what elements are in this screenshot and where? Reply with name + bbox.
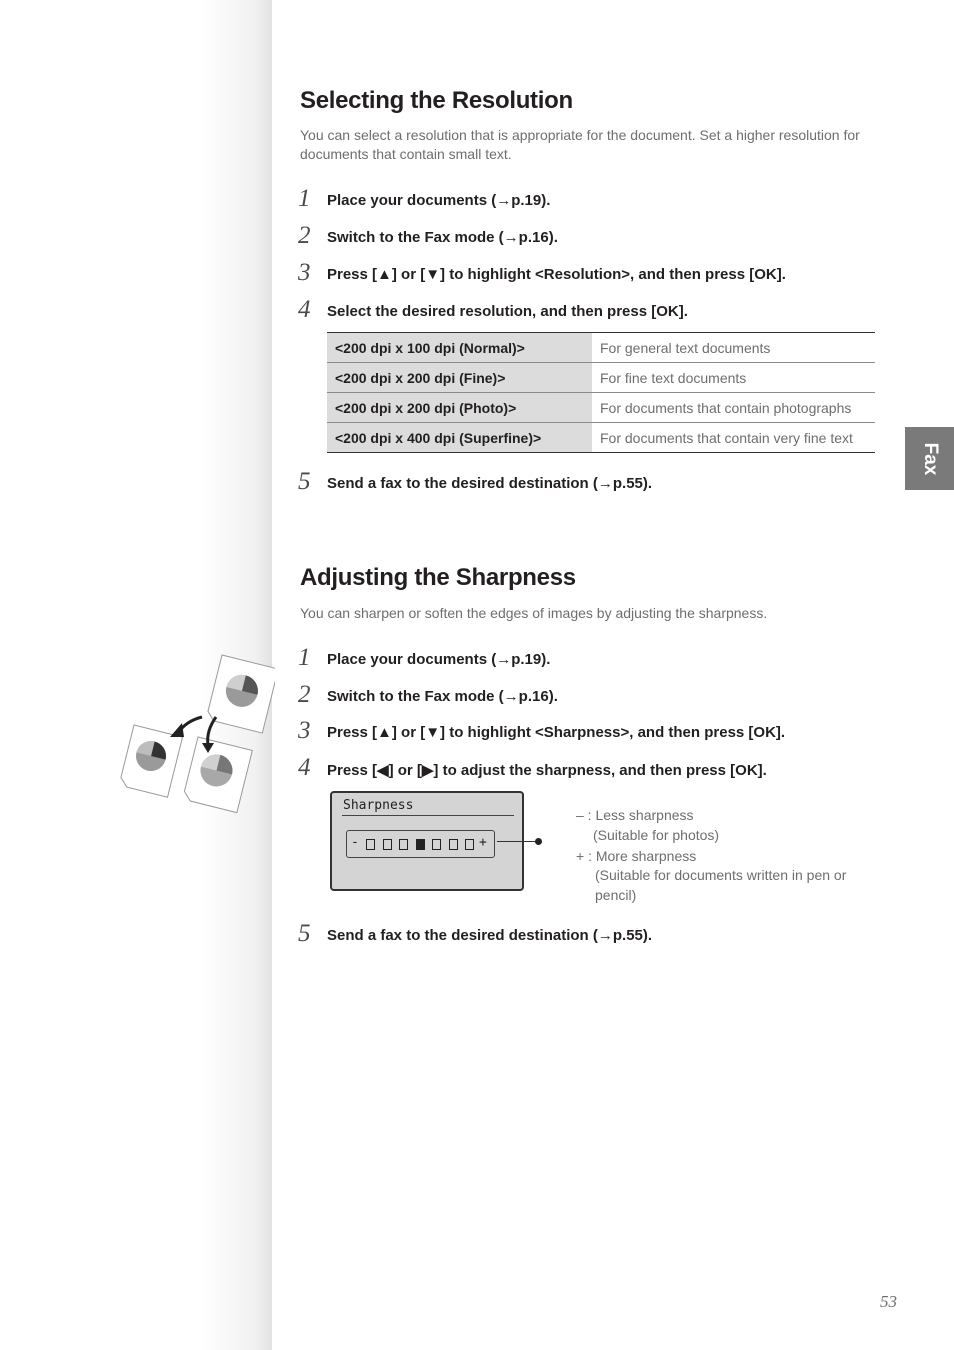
step-text: Place your documents (→p.19). [327,651,551,668]
documents-sharpness-illustration [110,645,275,815]
scale-cell [366,839,375,850]
section-intro-resolution: You can select a resolution that is appropriate for the document. Set a higher resolution for documents that contain small text. [300,127,860,162]
scale-cell [432,839,441,850]
step-text: Switch to the Fax mode (→p.16). [327,688,558,705]
scale-cell [465,839,474,850]
resolution-description: For fine text documents [592,363,875,393]
legend-plus-note-1: (Suitable for documents written in pen or [595,867,847,883]
resolution-step-2 [298,222,898,252]
step-text: Press [◀] or [▶] to adjust the sharpness, and then press [OK]. [327,762,767,779]
step-text: Send a fax to the desired destination (→p.55). [327,475,653,492]
step-text: Switch to the Fax mode (→p.16). [327,229,558,246]
resolution-setting: <200 dpi x 400 dpi (Superfine)> [327,423,592,453]
resolution-description: For documents that contain very fine text [592,423,875,453]
step-text: Press [▲] or [▼] to highlight <Resolution>, and then press [OK]. [327,266,786,283]
resolution-setting: <200 dpi x 200 dpi (Fine)> [327,363,592,393]
scale-cell [399,839,408,850]
step-number: 1 [298,644,311,671]
step-number: 2 [298,222,311,249]
section-title-resolution: Selecting the Resolution [300,87,573,114]
section-intro-sharpness: You can sharpen or soften the edges of images by adjusting the sharpness. [300,605,768,621]
sharpness-lcd-screen [330,791,524,891]
sharpness-step-3 [298,717,898,747]
legend-plus: + : More sharpness [576,848,697,864]
step-text: Press [▲] or [▼] to highlight <Sharpness>, and then press [OK]. [327,724,786,741]
step-number: 3 [298,259,311,286]
callout-line [497,841,539,842]
step-text: Place your documents (→p.19). [327,192,551,209]
table-row [327,333,875,363]
resolution-step-4 [298,296,898,326]
sharpness-step-2 [298,681,898,711]
scale-cell [449,839,458,850]
sharpness-scale [346,830,495,858]
sharpness-step-4 [298,754,898,784]
step-number: 4 [298,296,311,323]
legend-minus-note: (Suitable for photos) [593,827,720,843]
step-number: 5 [298,468,311,495]
scale-cell [383,839,392,850]
chapter-tab-label: Fax [919,442,941,475]
step-number: 2 [298,681,311,708]
sharpness-step-5 [298,920,898,950]
step-number: 5 [298,920,311,947]
step-text: Send a fax to the desired destination (→p.55). [327,927,653,944]
lcd-divider [342,815,514,816]
table-row [327,393,875,423]
table-row [327,363,875,393]
section-title-sharpness: Adjusting the Sharpness [300,564,576,591]
resolution-description: For general text documents [592,333,875,363]
resolution-table [327,332,875,453]
resolution-setting: <200 dpi x 100 dpi (Normal)> [327,333,592,363]
legend-minus: – : Less sharpness [576,807,694,823]
resolution-description: For documents that contain photographs [592,393,875,423]
legend-plus-note-2: pencil) [595,887,637,903]
resolution-setting: <200 dpi x 200 dpi (Photo)> [327,393,592,423]
step-number: 1 [298,185,311,212]
resolution-step-1 [298,185,898,215]
lcd-title: Sharpness [343,798,414,813]
resolution-step-3 [298,259,898,289]
sharpness-step-1 [298,644,898,674]
step-text: Select the desired resolution, and then press [OK]. [327,303,688,320]
callout-dot [535,838,542,845]
scale-plus: + [479,835,487,850]
scale-minus: - [351,835,359,850]
step-number: 4 [298,754,311,781]
resolution-step-5 [298,468,898,498]
table-row [327,423,875,453]
step-number: 3 [298,717,311,744]
chapter-tab-fax[interactable] [905,427,954,490]
page-number: 53 [880,1292,897,1311]
scale-cell-selected [416,839,425,850]
